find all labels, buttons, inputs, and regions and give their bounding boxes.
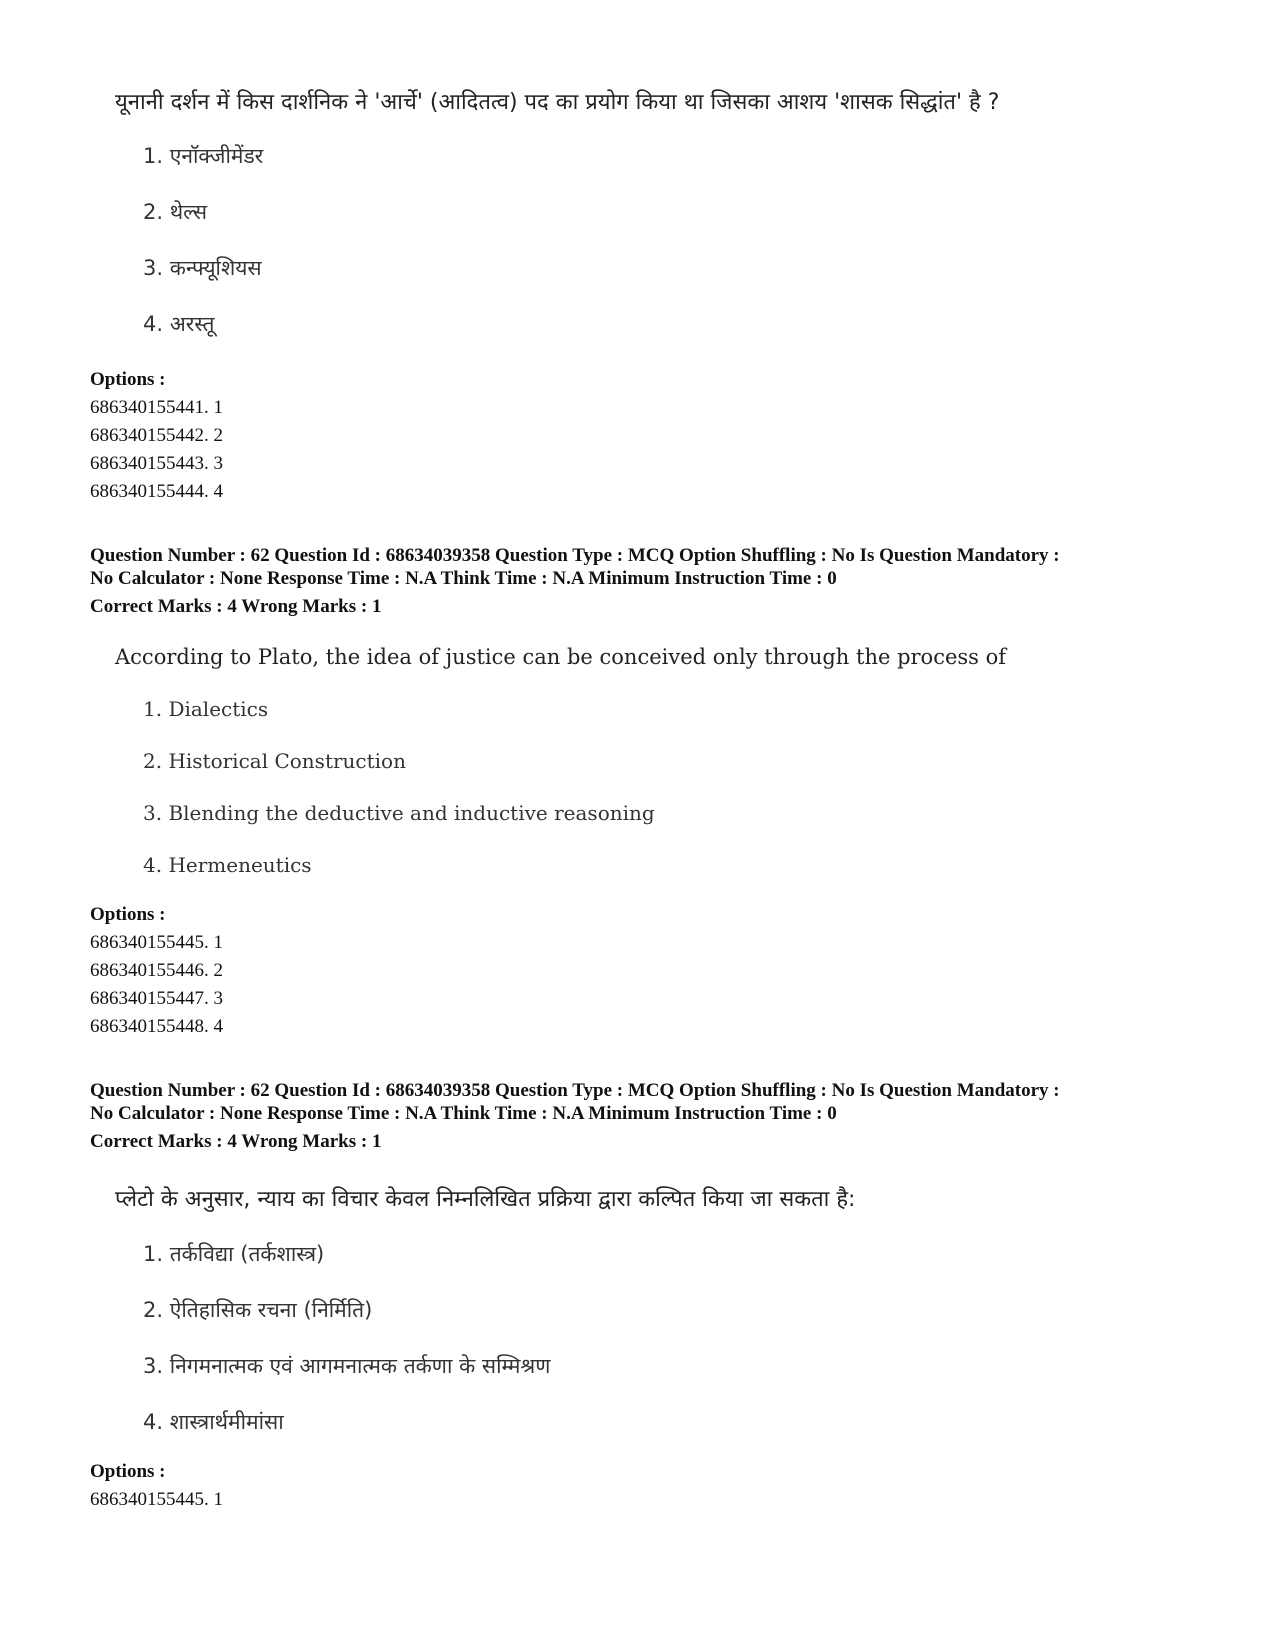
choice-2: 2. थेल्स xyxy=(143,200,208,224)
option-id: 686340155446. 2 xyxy=(90,960,223,981)
choice-1: 1. Dialectics xyxy=(143,697,269,721)
question-meta-line2: No Calculator : None Response Time : N.A Think Time : N.A Minimum Instruction Time : 0 xyxy=(90,568,837,589)
choice-2: 2. Historical Construction xyxy=(143,749,406,773)
option-id: 686340155441. 1 xyxy=(90,397,223,418)
option-id: 686340155443. 3 xyxy=(90,453,223,474)
choice-1: 1. तर्कविद्या (तर्कशास्त्र) xyxy=(143,1242,325,1266)
option-id: 686340155445. 1 xyxy=(90,932,223,953)
choice-3: 3. कन्फ्यूशियस xyxy=(143,256,262,280)
question-marks: Correct Marks : 4 Wrong Marks : 1 xyxy=(90,596,382,617)
options-label: Options : xyxy=(90,904,166,925)
option-id: 686340155447. 3 xyxy=(90,988,223,1009)
choice-3: 3. Blending the deductive and inductive reasoning xyxy=(143,801,655,825)
options-label: Options : xyxy=(90,369,166,390)
choice-3: 3. निगमनात्मक एवं आगमनात्मक तर्कणा के सम्मिश्रण xyxy=(143,1354,551,1378)
choice-2: 2. ऐतिहासिक रचना (निर्मिति) xyxy=(143,1298,373,1322)
choice-4: 4. Hermeneutics xyxy=(143,853,312,877)
question-meta-line2: No Calculator : None Response Time : N.A Think Time : N.A Minimum Instruction Time : 0 xyxy=(90,1103,837,1124)
option-id: 686340155442. 2 xyxy=(90,425,223,446)
question-meta-line1: Question Number : 62 Question Id : 68634039358 Question Type : MCQ Option Shuffling : No Is Question Mandatory : xyxy=(90,1080,1060,1101)
question-text: According to Plato, the idea of justice can be conceived only through the process of xyxy=(115,645,1007,669)
question-text: यूनानी दर्शन में किस दार्शनिक ने 'आर्चे' (आदितत्व) पद का प्रयोग किया था जिसका आशय 'शासक सिद्धांत' है ? xyxy=(115,90,1000,115)
choice-1: 1. एनॉक्जीमेंडर xyxy=(143,144,264,168)
question-meta-line1: Question Number : 62 Question Id : 68634039358 Question Type : MCQ Option Shuffling : No Is Question Mandatory : xyxy=(90,545,1060,566)
choice-4: 4. शास्त्रार्थमीमांसा xyxy=(143,1410,284,1434)
choice-4: 4. अरस्तू xyxy=(143,312,215,336)
option-id: 686340155448. 4 xyxy=(90,1016,223,1037)
question-marks: Correct Marks : 4 Wrong Marks : 1 xyxy=(90,1131,382,1152)
question-text: प्लेटो के अनुसार, न्याय का विचार केवल निम्नलिखित प्रक्रिया द्वारा कल्पित किया जा सकता है: xyxy=(115,1187,856,1212)
options-label: Options : xyxy=(90,1461,166,1482)
option-id: 686340155445. 1 xyxy=(90,1489,223,1510)
option-id: 686340155444. 4 xyxy=(90,481,223,502)
